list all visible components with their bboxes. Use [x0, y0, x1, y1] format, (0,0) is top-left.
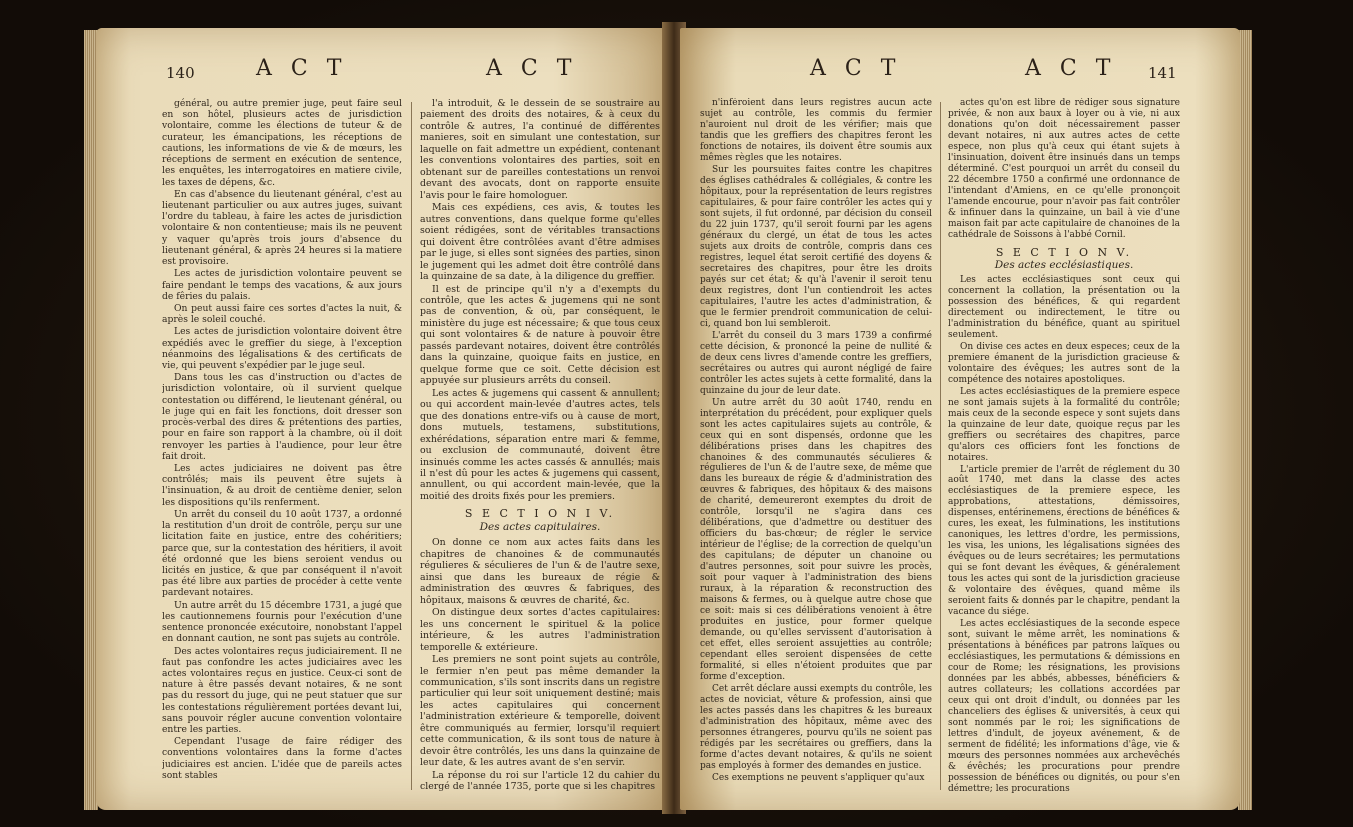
page-number: 141	[1148, 64, 1177, 82]
paragraph: général, ou autre premier juge, peut faire seul en son hôtel, plusieurs actes de jurisdiction volontaire, comme les élections de tuteur & de curateur, les émancipations, les réceptions de cautions, les informations de vie & de mœurs, les réceptions de serment en exécution de sentence, les enquêtes, les interrogatoires en matiere civile, les taxes de dépens, &c.	[162, 98, 402, 188]
left-page	[96, 28, 668, 810]
paragraph: Cependant l'usage de faire rédiger des conventions volontaires dans la forme d'actes judiciaires est ancien. L'idée que de pareils actes sont stables	[162, 736, 402, 781]
paragraph: Ces exemptions ne peuvent s'appliquer qu'aux	[712, 773, 925, 784]
running-head: A C T	[810, 56, 902, 81]
paragraph: l'a introduit, & le dessein de se soustraire au paiement des droits des notaires, & à ceux du contrôle & autres, l'a continué de différentes manieres, soit en simulant une contestation, sur laquelle on fait admettre un expédient, contenant les conventions volontaires des parties, soit en obtenant sur de pareilles contestations un renvoi devant des avocats, dont on rapporte ensuite l'avis pour le faire homologuer.	[420, 98, 660, 201]
column-rule	[940, 102, 941, 790]
paragraph: L'arrêt du conseil du 3 mars 1739 a confirmé cette décision, & prononcé la peine de nullité & de deux cens livres d'amende contre les greffiers, secrétaires ou autres qui auront négligé de faire contrôler les actes sujets à cette formalité, dans la quinzaine du jour de leur date.	[700, 330, 932, 396]
paragraph: actes qu'on est libre de rédiger sous signature privée, & non aux baux à loyer ou à vie, ni aux donations qu'on doit nécessairement passer devant notaires, ni aux autres actes de cette espece, non plus qu'à ceux qui étant sujets à l'insinuation, doivent être insinués dans un temps déterminé. C'est pourquoi un arrêt du conseil du 22 décembre 1750 a confirmé une ordonnance de l'intendant d'Amiens, en ce qu'elle prononçoit l'amende encourue, pour n'avoir pas fait contrôler & infinuer dans la quinzaine, un bail à vie d'une maison fait par acte capitulaire de chanoines de la cathédrale de Soissons à l'abbé Cornil.	[948, 98, 1180, 240]
section-subtitle: Des actes ecclésiastiques.	[994, 258, 1134, 271]
running-head: A C T	[486, 56, 578, 81]
paragraph: On peut aussi faire ces sortes d'actes la nuit, & après le soleil couché.	[162, 302, 402, 326]
running-head: A C T	[256, 56, 348, 81]
section-subtitle: Des actes capitulaires.	[479, 520, 601, 533]
paragraph: Les actes ecclésiastiques de la seconde espece sont, suivant le même arrêt, les nominations & présentations à bénéfices par patrons laïques ou ecclésiastiques, les permutations & démissions en cour de Rome; les résignations, les provisions données par les abbés, abbesses, bénéficiers & autres collateurs; les collations accordées par ceux qui ont droit d'indult, ou données par les chanceliers des églises & universités, à ceux qui sont nommés par le roi; les significations de lettres d'indult, de joyeux avénement, & de serment de fidélité; les informations d'âge, vie & mœurs des personnes nommées aux archevêchés & évêchés; les procurations pour prendre possession de bénéfices ou dignités, ou pour s'en démettre; les procurations	[948, 619, 1180, 795]
paragraph: On distingue deux sortes d'actes capitulaires: les uns concernent le spirituel & la police intérieure, & les autres l'administration temporelle & extérieure.	[420, 607, 660, 653]
paragraph: Il est de principe qu'il n'y a d'exempts du contrôle, que les actes & jugemens qui ne sont pas de convention, & où, par conséquent, le ministère du juge est nécessaire; & que tous ceux qui sont volontaires & de nature à pouvoir être passés pardevant notaires, doivent être contrôlés dans la quinzaine, quoique faits en justice, en quelque forme que ce soit. Cette décision est appuyée sur plusieurs arrêts du conseil.	[420, 283, 660, 387]
text-column-1	[700, 98, 932, 796]
paragraph: Les actes judiciaires ne doivent pas être contrôlés; mais ils peuvent être sujets à l'insinuation, & au droit de centième denier, selon les dispositions qu'ils renferment.	[162, 463, 402, 508]
paragraph: Un arrêt du conseil du 10 août 1737, a ordonné la restitution d'un droit de contrôle, perçu sur une licitation faite en justice, entre des cohéritiers; parce que, sur la contestation des héritiers, il avoit été ordonné que les biens seroient vendus ou licités en justice, & que par conséquent il n'avoit pas été libre aux parties de procéder à cette vente pardevant notaires.	[162, 508, 402, 599]
paragraph: L'article premier de l'arrêt de réglement du 30 août 1740, met dans la classe des actes ecclésiastiques de la premiere espece, les approbations, attestations, démissoires, dispenses, entérinemens, érections de bénéfices & cures, les exeat, les fulminations, les institutions canoniques, les lettres d'ordre, les permissions, les visa, les unions, les légalisations signées des évêques ou de leurs secrétaires; les permutations qui se font devant les évêques, & généralement tous les actes qui sont de la jurisdiction gracieuse & volontaire des évêques, quand même ils seroient faits & donnés par le chapitre, pendant la vacance du siége.	[948, 464, 1180, 618]
running-head: A C T	[1025, 56, 1117, 81]
section-heading: S E C T I O N I V.	[464, 507, 616, 521]
paragraph: Les actes ecclésiastiques de la premiere espece ne sont jamais sujets à la formalité du contrôle; mais ceux de la seconde espece y sont sujets dans la quinzaine de leur date, quoique reçus par les greffiers ou secrétaires des chapitres, parce qu'alors ces officiers font les fonctions de notaires.	[948, 386, 1180, 463]
paragraph: n'inféroient dans leurs registres aucun acte sujet au contrôle, les commis du fermier n'auroient nul droit de les vérifier; mais que tandis que les greffiers des chapitres feront les fonctions de notaires, ils doivent être soumis aux mêmes règles que les notaires.	[700, 98, 932, 163]
column-rule	[411, 102, 412, 790]
paragraph: On divise ces actes en deux especes; ceux de la premiere émanent de la jurisdiction gracieuse & volontaire des évêques; les autres sont de la compétence des notaires apostoliques.	[948, 341, 1180, 385]
paragraph: On donne ce nom aux actes faits dans les chapitres de chanoines & de communautés régulieres & séculieres de l'un & de l'autre sexe, ainsi que dans les bureaux de régie & administration des œuvres & fabriques, des hôpitaux, maisons & œuvres de charité, &c.	[420, 537, 660, 606]
paragraph: Les actes & jugemens qui cassent & annullent; ou qui accordent main-levée d'autres actes, tels que des donations entre-vifs ou à cause de mort, dons mutuels, testamens, substitutions, exhérédations, séparation entre mari & femme, ou exclusion de communauté, doivent être insinués comme les actes cassés & annullés; mais il n'est dû pour les actes & jugemens qui cassent, annullent, ou qui accordent main-levée, que la moitié des droits fixés pour les premiers.	[420, 387, 660, 502]
right-page	[680, 28, 1240, 810]
paragraph: Les actes de jurisdiction volontaire peuvent se faire pendant le temps des vacations, & aux jours de fêries du palais.	[162, 268, 402, 302]
paragraph: Un autre arrêt du 15 décembre 1731, a jugé que les cautionnemens fournis pour l'exécution d'une sentence prononcée exécutoire, nonobstant l'appel en donnant caution, ne sont pas sujets au contrôle.	[162, 599, 402, 645]
section-heading: S E C T I O N V.	[995, 245, 1133, 259]
paragraph: Les actes ecclésiastiques sont ceux qui concernent la collation, la présentation ou la possession des bénéfices, & qui regardent directement ou indirectement, le titre ou l'administration du bénéfice, quant au spirituel seulement.	[948, 274, 1180, 340]
paragraph: Des actes volontaires reçus judiciairement. Il ne faut pas confondre les actes judiciaires avec les actes volontaires reçus en justice. Ceux-ci sont de nature à être passés devant notaires, & ne sont pas du ressort du juge, qui ne peut statuer que sur les contestations régulièrement portées devant lui, sans pouvoir régler aucune convention volontaire entre les parties.	[162, 645, 402, 736]
text-column-2	[948, 98, 1180, 796]
page-number: 140	[166, 64, 195, 82]
paragraph: Sur les poursuites faites contre les chapitres des églises cathédrales & collégiales, & contre les hôpitaux, pour la représentation de leurs registres capitulaires, & pour faire contrôler les actes qui y sont sujets, il fut ordonné, par décision du conseil du 22 juin 1737, qu'il seroit fourni par les agens généraux du clergé, un état de tous les actes sujets aux droits de contrôle, compris dans ces registres, lequel état seroit certifié des doyens & secretaires des chapitres, pour être les droits payés sur cet état; & qu'à l'avenir il seroit tenu deux registres, dont l'un contiendroit les actes capitulaires, l'autre les actes d'administration, & que le fermier prendroit communication de celui-ci, quand bon lui sembleroit.	[700, 164, 932, 329]
text-column-1	[162, 98, 402, 796]
paragraph: Les premiers ne sont point sujets au contrôle, le fermier n'en peut pas même demander la communication, s'ils sont inscrits dans un registre particulier qui leur soit uniquement destiné; mais les actes capitulaires qui concernent l'administration extérieure & temporelle, doivent être communiqués au fermier, lorsqu'il requiert cette communication, & ils sont tous de nature à devoir être contrôlés, les uns dans la quinzaine de leur date, & les autres avant de s'en servir.	[420, 654, 660, 769]
paragraph: La réponse du roi sur l'article 12 du cahier du clergé de l'année 1735, porte que si les chapitres	[420, 769, 660, 793]
paragraph: Dans tous les cas d'instruction ou d'actes de jurisdiction volontaire, où il survient quelque contestation ou différend, le lieutenant général, ou le juge qui en fait les fonctions, doit dresser son procès-verbal des dires & prétentions des parties, pour en faire son rapport à la chambre, où il doit renvoyer les parties à l'audience, pour leur être fait droit.	[162, 372, 402, 462]
paragraph: Mais ces expédiens, ces avis, & toutes les autres conventions, dans quelque forme qu'elles soient rédigées, sont de véritables transactions qui doivent être contrôlées avant d'être admises par le juge, si elles sont signées des parties, sinon le jugement qui les admet doit être contrôlé dans la quinzaine de sa date, à la diligence du greffier.	[420, 202, 660, 283]
paragraph: Cet arrêt déclare aussi exempts du contrôle, les actes de noviciat, vêture & profession, ainsi que les actes passés dans les chapitres & les bureaux d'administration des hôpitaux, même avec des personnes étrangeres, pourvu qu'ils ne soient pas rédigés par les secrétaires ou greffiers, dans la forme d'actes devant notaires, & qu'ils ne soient pas employés à former des demandes en justice.	[700, 684, 932, 772]
paragraph: Les actes de jurisdiction volontaire doivent être expédiés avec le greffier du siege, à l'exception néanmoins des légalisations & des certificats de vie, qui peuvent s'expédier par le juge seul.	[162, 326, 402, 372]
page-edges-right	[1238, 30, 1252, 810]
paragraph: En cas d'absence du lieutenant général, c'est au lieutenant particulier ou aux autres juges, suivant l'ordre du tableau, à faire les actes de jurisdiction volontaire & non contentieuse; mais ils ne peuvent y vaquer qu'après trois jours d'absence du lieutenant général, & après 24 heures si la matiere est provisoire.	[162, 188, 402, 268]
paragraph: Un autre arrêt du 30 août 1740, rendu en interprétation du précédent, pour expliquer quels sont les actes capitulaires sujets au contrôle, & ceux qui en sont dispensés, ordonne que les délibérations prises dans les chapitres des chanoines & des communautés séculieres & régulieres de l'un & de l'autre sexe, de même que dans les bureaux de régie & d'administration des œuvres & fabriques, des hôpitaux & des maisons de charité, demeureront exemptes du droit de contrôle, lorsqu'il ne s'agira dans ces délibérations, que d'admettre ou destituer des officiers du bas-chœur; de régler le service intérieur de l'église; de la correction de quelqu'un des capitulans; de députer un chanoine ou d'autres personnes, soit pour suivre les procès, soit pour vaquer à l'administration des biens ruraux, à la réparation & reconstruction des maisons & fermes, ou à quelque autre chose que ce soit: mais si ces délibérations venoient à être produites en justice, pour former quelque demande, ou qu'elles servissent d'autorisation à cet effet, elles seroient assujetties au contrôle; cependant elles seroient dispensées de cette formalité, si elles n'étoient produites que par forme d'exception.	[700, 397, 932, 683]
text-column-2	[420, 98, 660, 796]
